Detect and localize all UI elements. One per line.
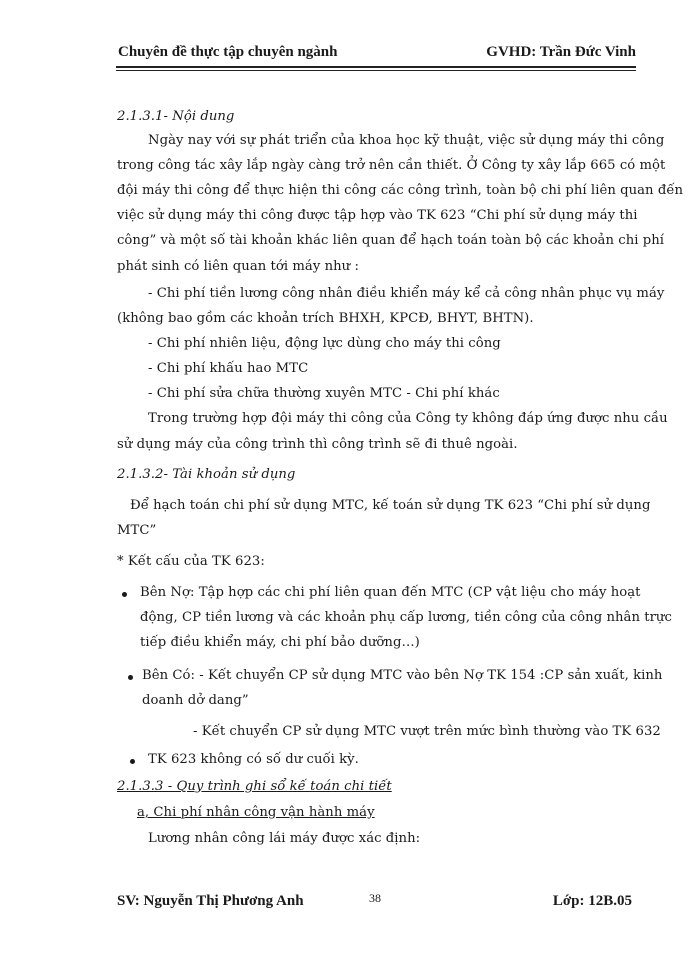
paragraph-line: trong công tác xây lắp ngày càng trở nên cần thiết. Ở Công ty xây lắp 665 có một <box>117 158 666 173</box>
paragraph-line: sử dụng máy của công trình thì công trình sẽ đi thuê ngoài. <box>117 437 518 452</box>
list-item-line: - Chi phí tiền lương công nhân điều khiển máy kể cả công nhân phục vụ máy <box>148 286 665 301</box>
bullet-icon <box>128 675 133 680</box>
bullet-icon <box>122 592 127 597</box>
paragraph-line: công” và một số tài khoản khác liên quan để hạch toán toàn bộ các khoản chi phí <box>117 233 665 248</box>
header-title: Chuyên đề thực tập chuyên ngành <box>118 44 338 60</box>
paragraph-line: việc sử dụng máy thi công được tập hợp vào TK 623 “Chi phí sử dụng máy thi <box>117 208 638 223</box>
list-item: - Chi phí sửa chữa thường xuyên MTC - Chi phí khác <box>148 386 500 401</box>
paragraph-line: đội máy thi công để thực hiện thi công các công trình, toàn bộ chi phí liên quan đến <box>117 183 684 198</box>
list-item-line: (không bao gồm các khoản trích BHXH, KPCĐ, BHYT, BHTN). <box>117 311 534 326</box>
bullet-icon <box>130 759 135 764</box>
header-rule-thin <box>116 70 636 71</box>
paragraph-line: Để hạch toán chi phí sử dụng MTC, kế toán sử dụng TK 623 “Chi phí sử dụng <box>130 498 651 513</box>
page-header <box>116 44 636 68</box>
paragraph-line: Lương nhân công lái máy được xác định: <box>148 831 421 846</box>
paragraph-line: Trong trường hợp đội máy thi công của Công ty không đáp ứng được nhu cầu <box>148 411 668 426</box>
page-number: 38 <box>369 891 381 905</box>
no-balance-note: TK 623 không có số dư cuối kỳ. <box>148 752 359 767</box>
credit-side-line: Bên Có: - Kết chuyển CP sử dụng MTC vào bên Nợ TK 154 :CP sản xuất, kinh <box>142 668 663 683</box>
list-item: - Chi phí khấu hao MTC <box>148 361 309 376</box>
debit-side-line: động, CP tiền lương và các khoản phụ cấp lương, tiền công của công nhân trực <box>140 610 672 625</box>
debit-side-line: Bên Nợ: Tập hợp các chi phí liên quan đến MTC (CP vật liệu cho máy hoạt <box>140 585 641 600</box>
credit-side-line: doanh dở dang” <box>142 693 249 708</box>
subsection-title: a, Chi phí nhân công vận hành máy <box>137 805 375 820</box>
debit-side-line: tiếp điều khiển máy, chi phí bảo dưỡng…) <box>140 635 420 650</box>
footer-student: SV: Nguyễn Thị Phương Anh <box>117 893 304 909</box>
footer-class: Lớp: 12B.05 <box>552 893 632 909</box>
section-title-quy-trinh: 2.1.3.3 - Quy trình ghi sổ kế toán chi tiết <box>117 779 392 794</box>
paragraph-line: phát sinh có liên quan tới máy như : <box>117 259 359 274</box>
paragraph-line: Ngày nay với sự phát triển của khoa học kỹ thuật, việc sử dụng máy thi công <box>148 133 665 148</box>
header-rule-thick <box>116 66 636 68</box>
credit-side-line: - Kết chuyển CP sử dụng MTC vượt trên mức bình thường vào TK 632 <box>193 724 661 739</box>
section-title-noi-dung: 2.1.3.1- Nội dung <box>117 109 235 124</box>
list-item: - Chi phí nhiên liệu, động lực dùng cho máy thi công <box>148 336 501 351</box>
structure-label: * Kết cấu của TK 623: <box>117 554 265 569</box>
header-supervisor: GVHD: Trần Đức Vinh <box>486 44 636 60</box>
paragraph-line: MTC” <box>117 523 157 538</box>
section-title-tai-khoan: 2.1.3.2- Tài khoản sử dụng <box>117 467 296 482</box>
